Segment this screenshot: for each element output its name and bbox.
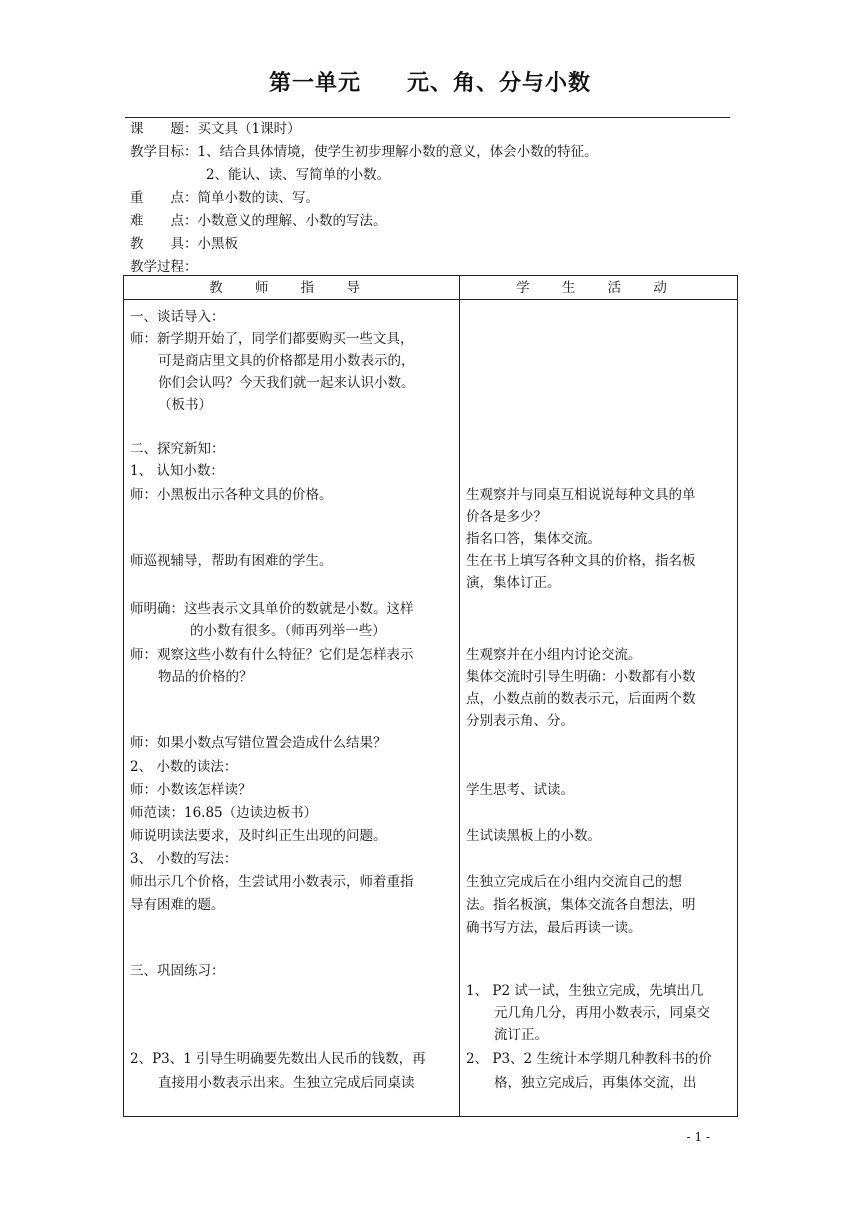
student-line: 2、 P3、2 生统计本学期几种教科书的价 — [466, 1051, 712, 1067]
student-line: 流订正。 — [494, 1027, 548, 1043]
teacher-column — [124, 300, 460, 1117]
student-line: 生独立完成后在小组内交流自己的想 — [466, 874, 682, 890]
student-line: 分别表示角、分。 — [466, 713, 574, 729]
student-line: 点，小数点前的数表示元，后面两个数 — [466, 691, 696, 707]
meta-tools: 教 具：小黑板 — [130, 236, 238, 252]
teacher-line: 师说明读法要求，及时纠正生出现的问题。 — [130, 828, 387, 844]
teacher-line: （板书） — [158, 397, 212, 413]
student-line: 格，独立完成后，再集体交流，出 — [494, 1075, 697, 1091]
teacher-line: 导有困难的题。 — [130, 897, 225, 913]
student-line: 生试读黑板上的小数。 — [466, 828, 601, 844]
student-line: 法。指名板演，集体交流各自想法，明 — [466, 897, 696, 913]
meta-key-point: 重 点：简单小数的读、写。 — [130, 190, 319, 206]
student-line: 1、 P2 试一试，生独立完成，先填出几 — [466, 983, 704, 999]
student-line: 学生思考、试读。 — [466, 782, 574, 798]
teacher-line: 师：新学期开始了，同学们都要购买一些文具， — [130, 331, 414, 347]
teacher-line: 2、 小数的读法： — [130, 759, 238, 775]
meta-goal-2: 2、能认、读、写简单的小数。 — [206, 167, 391, 183]
teacher-line: 物品的价格的？ — [158, 669, 253, 685]
teacher-line: 三、巩固练习： — [130, 963, 225, 979]
teacher-line: 一、谈话导入： — [130, 309, 225, 325]
student-column — [460, 300, 738, 1117]
process-table — [123, 275, 738, 1117]
teacher-line: 师：小黑板出示各种文具的价格。 — [130, 487, 333, 503]
lesson-meta — [130, 118, 730, 279]
meta-process-label: 教学过程： — [130, 259, 198, 275]
teacher-line: 1、 认知小数： — [130, 463, 224, 479]
student-line: 演，集体订正。 — [466, 575, 561, 591]
header-student: 学 生 活 动 — [460, 276, 738, 300]
teacher-line: 师：观察这些小数有什么特征？它们是怎样表示 — [130, 647, 414, 663]
student-line: 生在书上填写各种文具的价格，指名板 — [466, 553, 696, 569]
teacher-line: 可是商店里文具的价格都是用小数表示的， — [158, 353, 415, 369]
teacher-line: 的小数有很多。（师再列举一些） — [190, 623, 386, 639]
meta-goal-1: 教学目标：1、结合具体情境，使学生初步理解小数的意义，体会小数的特征。 — [130, 144, 598, 160]
student-line: 确书写方法，最后再读一读。 — [466, 920, 642, 936]
teacher-line: 2、P3、1 引导生明确要先数出人民币的钱数，再 — [130, 1051, 426, 1067]
teacher-line: 二、探究新知： — [130, 441, 225, 457]
page-title: 第一单元 元、角、分与小数 — [268, 71, 591, 96]
teacher-line: 师：如果小数点写错位置会造成什么结果？ — [130, 735, 387, 751]
teacher-line: 师巡视辅导，帮助有困难的学生。 — [130, 553, 333, 569]
teacher-line: 你们会认吗？今天我们就一起来认识小数。 — [158, 375, 415, 391]
table-header-row — [124, 276, 738, 300]
teacher-line: 3、 小数的写法： — [130, 851, 238, 867]
student-line: 指名口答，集体交流。 — [466, 531, 601, 547]
student-line: 生观察并与同桌互相说说每种文具的单 — [466, 487, 696, 503]
page-number: - 1 - — [686, 1130, 710, 1144]
teacher-line: 师：小数该怎样读？ — [130, 782, 252, 798]
teacher-line: 直接用小数表示出来。生独立完成后同桌读 — [158, 1075, 415, 1091]
header-teacher: 教 师 指 导 — [124, 276, 460, 300]
meta-difficulty: 难 点：小数意义的理解、小数的写法。 — [130, 213, 387, 229]
table-body-row — [124, 300, 738, 1117]
teacher-line: 师出示几个价格，生尝试用小数表示，师着重指 — [130, 874, 414, 890]
student-line: 集体交流时引导生明确：小数都有小数 — [466, 669, 696, 685]
student-line: 元几角几分，再用小数表示，同桌交 — [494, 1005, 710, 1021]
teacher-line: 师明确：这些表示文具单价的数就是小数。这样 — [130, 601, 414, 617]
teacher-line: 师范读：16.85（边读边板书） — [130, 805, 318, 821]
student-line: 生观察并在小组内讨论交流。 — [466, 647, 642, 663]
meta-topic: 课 题：买文具（1课时） — [130, 121, 301, 137]
student-line: 价各是多少？ — [466, 509, 547, 525]
